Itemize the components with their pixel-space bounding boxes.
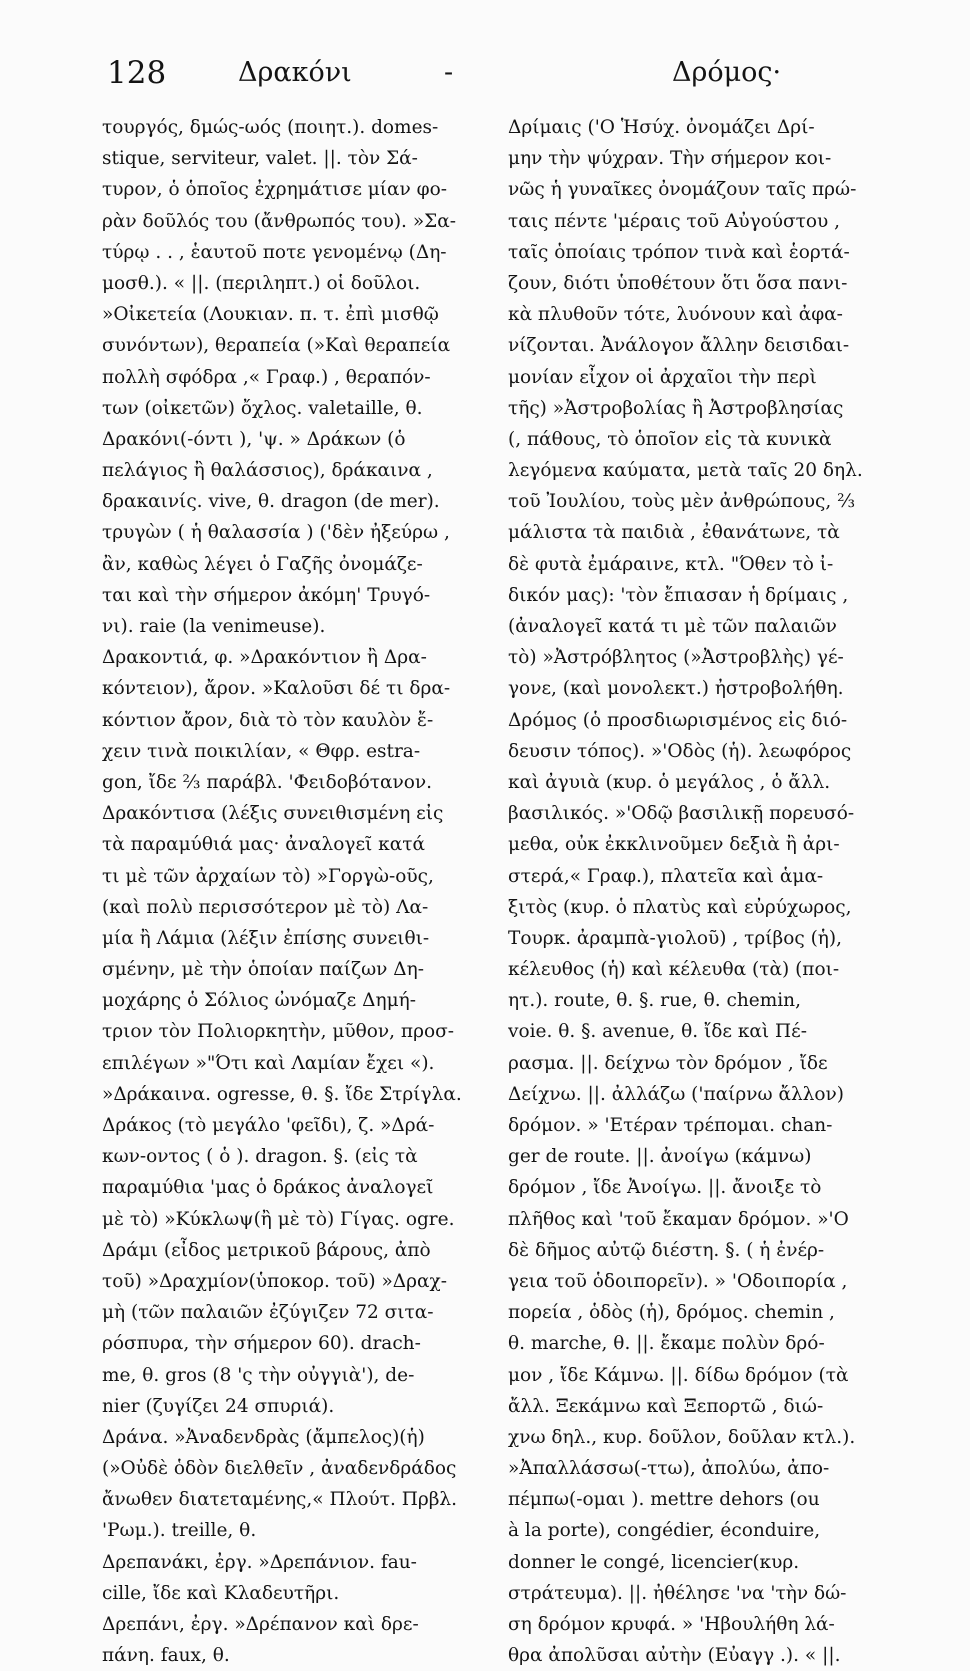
text-line: ἄλλ. Ξεκάμνω καὶ Ξεπορτῶ , διώ- [508, 1395, 824, 1417]
text-line: λεγόμενα καύματα, μετὰ ταῖς 20 δηλ. [508, 460, 863, 482]
text-line: δικόν μας): 'τὸν ἔπιασαν ἡ δρίμαις , [508, 584, 849, 606]
text-line: πελάγιος ἢ θαλάσσιος), δράκαινα , [102, 460, 433, 482]
text-line: ζουν, διότι ὑποθέτουν ὅτι ὅσα πανι- [508, 272, 848, 294]
page-header [0, 48, 970, 98]
text-line: ταῖς ὁποίαις τρόπον τινὰ καὶ ἑορτά- [508, 241, 850, 263]
text-line: δρόμον , ἴδε Ἀνοίγω. ||. ἄνοιξε τὸ [508, 1177, 822, 1199]
text-line: συνόντων), θεραπεία (»Καὶ θεραπεία [102, 335, 451, 357]
text-line: stique, serviteur, valet. ||. τὸν Σά- [102, 148, 418, 170]
text-line: Δρεπάνι, ἐργ. »Δρέπανον καὶ δρε- [102, 1614, 419, 1635]
text-line: κόντειον), ἄρον. »Καλοῦσι δέ τι δρα- [102, 678, 451, 700]
text-line: γονε, (καὶ μονολεκτ.) ἠστροβολήθη. [508, 678, 844, 700]
text-line: θ. marche, θ. ||. ἔκαμε πολὺν δρό- [508, 1333, 825, 1355]
text-line: (»Οὐδὲ ὁδὸν διελθεῖν , ἀναδενδράδος [102, 1458, 457, 1480]
text-line: σμένην, μὲ τὴν ὁποίαν παίζων Δη- [102, 959, 424, 981]
text-line: παραμύθια 'μας ὁ δράκος ἀναλογεῖ [102, 1177, 434, 1199]
text-line: δὲ φυτὰ ἐμάραινε, κτλ. "Όθεν τὸ ἰ- [508, 553, 834, 575]
text-line: ητ.). route, θ. §. rue, θ. chemin, [508, 990, 801, 1012]
text-line: ρασμα. ||. δείχνω τὸν δρόμον , ἴδε [508, 1052, 828, 1074]
text-line: μην τὴν ψύχραν. Τὴν σήμερον κοι- [508, 148, 832, 170]
text-line: voie. θ. §. avenue, θ. ἴδε καὶ Πέ- [508, 1021, 808, 1043]
text-line: μεθα, οὐκ ἐκκλινοῦμεν δεξιὰ ἢ ἀρι- [508, 834, 840, 856]
text-line: καὶ ἀγυιὰ (κυρ. ὁ μεγάλος , ὁ ἄλλ. [508, 771, 831, 793]
text-line: στερά,« Γραφ.), πλατεῖα καὶ ἁμα- [508, 865, 824, 887]
text-line: πολλὴ σφόδρα ,« Γραφ.) , θεραπόν- [102, 366, 431, 388]
text-line: Δρακόντισα (λέξις συνειθισμένη εἰς [102, 803, 444, 825]
text-line: νι). raie (la venimeuse). [102, 616, 326, 637]
text-line: 'Ρωμ.). treille, θ. [102, 1520, 257, 1542]
text-line: me, θ. gros (8 'ς τὴν οὐγγιὰ'), de- [102, 1364, 415, 1386]
text-line: Δρεπανάκι, ἐργ. »Δρεπάνιον. fau- [102, 1551, 417, 1573]
left-guide-word: Δρακόνι [238, 57, 352, 88]
text-line: χειν τινὰ ποικιλίαν, « Θφρ. estra- [102, 740, 421, 762]
text-line: Δρακόνι(-όντι ), 'ψ. » Δράκων (ὁ [102, 428, 406, 450]
text-line: Δράμι (εἶδος μετρικοῦ βάρους, ἀπὸ [102, 1239, 431, 1261]
text-line: τοῦ) »Δραχμίον(ὑποκορ. τοῦ) »Δραχ- [102, 1270, 447, 1292]
text-line: Δράκος (τὸ μεγάλο 'φεῖδι), ζ. »Δρά- [102, 1115, 435, 1136]
text-line: στράτευμα). ||. ἠθέλησε 'να 'τὴν δώ- [508, 1582, 847, 1604]
text-line: μάλιστα τὰ παιδιὰ , ἐθανάτωνε, τὰ [508, 522, 840, 544]
text-line: nier (ζυγίζει 24 σπυριά). [102, 1395, 335, 1417]
text-line: επιλέγων »"Ότι καὶ Λαμίαν ἔχει «). [102, 1052, 435, 1074]
text-line: μὲ τὸ) »Κύκλωψ(ἢ μὲ τὸ) Γίγας. ogre. [102, 1208, 455, 1230]
text-line: κόντιον ἄρον, διὰ τὸ τὸν καυλὸν ἔ- [102, 709, 434, 731]
text-line: κων-οντος ( ὁ ). dragon. §. (εἰς τὰ [102, 1146, 418, 1168]
text-line: δρακαινίς. vive, θ. dragon (de mer). [102, 491, 440, 513]
text-line: δὲ δῆμος αὐτῷ διέστη. §. ( ἡ ἐνέρ- [508, 1239, 825, 1261]
text-line: πέμπω(-ομαι ). mettre dehors (ou [508, 1489, 820, 1511]
text-line: τὰ παραμύθιά μας· ἀναλογεῖ κατά [102, 834, 425, 856]
text-line: ται καὶ τὴν σήμερον ἀκόμη' Τρυγό- [102, 584, 431, 606]
text-line: τύρῳ . . , ἑαυτοῦ ποτε γενομένῳ (Δη- [102, 241, 447, 263]
text-line: χνω δηλ., κυρ. δοῦλον, δοῦλαν κτλ.). [508, 1426, 856, 1448]
text-line: τουργός, δμώς-ωός (ποιητ.). domes- [102, 117, 439, 138]
text-line: donner le congé, licencier(κυρ. [508, 1551, 800, 1573]
right-column [508, 112, 908, 1671]
right-guide-word: Δρόμος· [672, 57, 782, 88]
text-line: ταις πέντε 'μέραις τοῦ Αὐγούστου , [508, 210, 841, 232]
text-line: Τουρκ. ἀραμπὰ-γιολοῦ) , τρίβος (ἡ), [508, 927, 842, 949]
text-line: cille, ἴδε καὶ Κλαδευτῆρι. [102, 1582, 340, 1604]
header-mark: - [444, 57, 454, 88]
text-line: τρυγὼν ( ἡ θαλασσία ) ('δὲν ἠξεύρω , [102, 522, 450, 544]
text-line: (, πάθους, τὸ ὁποῖον εἰς τὰ κυνικὰ [508, 428, 832, 450]
text-line: γεια τοῦ ὁδοιπορεῖν). » 'Οδοιπορία , [508, 1270, 848, 1292]
text-line: ἄνωθεν διατεταμένης,« Πλούτ. Πρβλ. [102, 1489, 458, 1511]
text-line: μον , ἴδε Κάμνω. ||. δίδω δρόμον (τὰ [508, 1364, 849, 1386]
text-line: »Δράκαινα. ogresse, θ. §. ἴδε Στρίγλα. [102, 1083, 462, 1105]
text-line: (ἀναλογεῖ κατά τι μὲ τῶν παλαιῶν [508, 616, 837, 637]
text-line: »Ἀπαλλάσσω(-ττω), ἀπολύω, ἀπο- [508, 1458, 830, 1480]
text-line: νίζονται. Ἀνάλογον ἄλλην δεισιδαι- [508, 335, 850, 357]
text-line: τῆς) »Ἀστροβολίας ἢ Ἀστροβλησίας [508, 397, 844, 419]
left-column [102, 112, 488, 1671]
text-line: Δρίμαις ('Ο Ἡσύχ. ὀνομάζει Δρί- [508, 117, 815, 138]
text-line: δρόμον. » 'Ετέραν τρέπομαι. chan- [508, 1115, 833, 1136]
text-line: gon, ἴδε ⅔ παράβλ. 'Φειδοβότανον. [102, 771, 432, 793]
text-line: βασιλικός. »'Οδῷ βασιλικῇ πορευσό- [508, 803, 855, 825]
text-line: τὸ) »Ἀστρόβλητος (»Ἀστροβλὴς) γέ- [508, 647, 844, 669]
text-line: ρόσπυρα, τὴν σήμερον 60). drach- [102, 1333, 421, 1355]
text-line: ger de route. ||. ἀνοίγω (κάμνω) [508, 1146, 812, 1168]
text-line: ξιτὸς (κυρ. ὁ πλατὺς καὶ εὐρύχωρος, [508, 896, 852, 918]
text-line: νῶς ἡ γυναῖκες ὀνομάζουν ταῖς πρώ- [508, 179, 857, 201]
text-line: πάνη. faux, θ. [102, 1645, 230, 1667]
text-line: à la porte), congédier, éconduire, [508, 1520, 821, 1542]
text-line: τριον τὸν Πολιορκητὴν, μῦθον, προσ- [102, 1021, 454, 1043]
text-line: Δείχνω. ||. ἀλλάζω ('παίρνω ἄλλον) [508, 1083, 844, 1105]
text-line: ση δρόμον κρυφά. » 'Ηβουλήθη λά- [508, 1614, 835, 1635]
text-line: τυρον, ὁ ὁποῖος ἐχρημάτισε μίαν φο- [102, 179, 448, 201]
page-number: 128 [107, 55, 167, 91]
text-line: (καὶ πολὺ περισσότερον μὲ τὸ) Λα- [102, 896, 429, 918]
text-line: Δρόμος (ὁ προσδιωρισμένος εἰς διό- [508, 709, 848, 731]
text-line: ρὰν δοῦλός του (ἄνθρωπός του). »Σα- [102, 210, 456, 232]
text-line: μία ἢ Λάμια (λέξιν ἐπίσης συνειθι- [102, 927, 430, 949]
text-line: »Οἰκετεία (Λουκιαν. π. τ. ἐπὶ μισθῷ [102, 304, 439, 326]
text-line: τοῦ Ἰουλίου, τοὺς μὲν ἀνθρώπους, ⅔ [508, 491, 856, 513]
text-line: κὰ πλυθοῦν τότε, λυόνουν καὶ ἀφα- [508, 304, 843, 326]
text-line: μονίαν εἶχον οἱ ἀρχαῖοι τὴν περὶ [508, 366, 817, 388]
text-line: τι μὲ τῶν ἀρχαίων τὸ) »Γοργὼ-οῦς, [102, 865, 434, 887]
text-line: δευσιν τόπος). »'Οδὸς (ἡ). λεωφόρος [508, 740, 852, 762]
text-line: μοσθ.). « ||. (περιληπτ.) οἱ δοῦλοι. [102, 272, 421, 294]
text-line: πορεία , ὁδὸς (ἡ), δρόμος. chemin , [508, 1302, 835, 1324]
text-line: πλῆθος καὶ 'τοῦ ἔκαμαν δρόμον. »'Ο [508, 1208, 849, 1230]
text-line: μὴ (τῶν παλαιῶν ἐζύγιζεν 72 σιτα- [102, 1302, 434, 1324]
text-line: μοχάρης ὁ Σόλιος ὠνόμαζε Δημή- [102, 990, 416, 1012]
text-line: ἂν, καθὼς λέγει ὁ Γαζῆς ὀνομάζε- [102, 553, 423, 575]
text-line: θρα ἀπολῦσαι αὐτὴν (Εὐαγγ .). « ||. [508, 1645, 841, 1667]
text-line: Δρακοντιά, φ. »Δρακόντιον ἢ Δρα- [102, 647, 427, 669]
text-line: κέλευθος (ἡ) καὶ κέλευθα (τὰ) (ποι- [508, 959, 840, 981]
text-line: Δράνα. »Ἀναδενδρὰς (ἄμπελος)(ἡ) [102, 1426, 425, 1448]
text-line: των (οἰκετῶν) ὄχλος. valetaille, θ. [102, 397, 423, 419]
